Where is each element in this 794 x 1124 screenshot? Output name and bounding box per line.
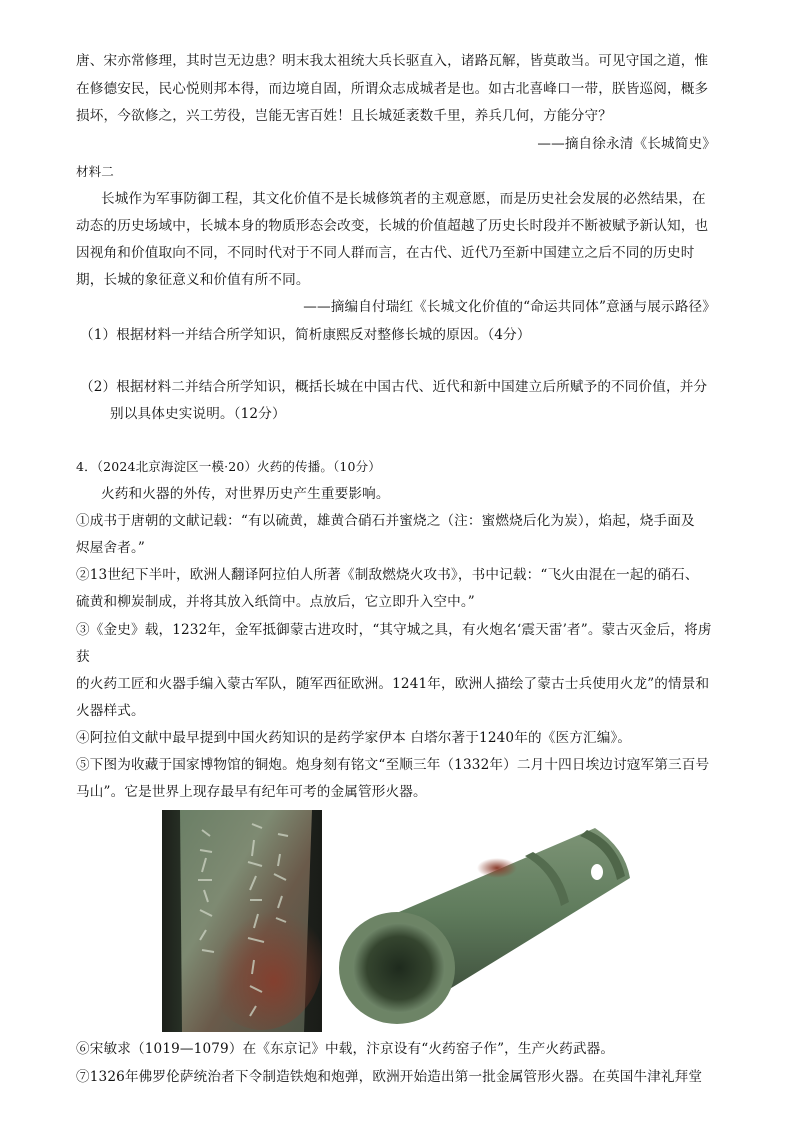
problem4-item: ④阿拉伯文献中最早提到中国火药知识的是药学家伊本 白塔尔著于1240年的《医方汇编》。 bbox=[76, 730, 632, 746]
material1-line: 唐、宋亦常修理，其时岂无边患？明末我太祖统大兵长驱直入，诸路瓦解，皆莫敢当。可见守国之道，惟 bbox=[76, 53, 709, 69]
material1-line: 在修德安民，民心悦则邦本得，而边境自固，所谓众志成城者是也。如古北喜峰口一带，朕皆巡阅，概多 bbox=[76, 81, 709, 97]
question-2-line2: 别以具体史实说明。（12分） bbox=[110, 406, 286, 422]
material2-line: 长城作为军事防御工程，其文化价值不是长城修筑者的主观意愿，而是历史社会发展的必然结果，在 bbox=[101, 191, 706, 207]
cannon-inscription-photo bbox=[162, 810, 322, 1032]
question-1: （1）根据材料一并结合所学知识，简析康熙反对整修长城的原因。（4分） bbox=[80, 327, 531, 343]
problem4-item: ③《金史》载，1232年，金军抵御蒙古进攻时，“其守城之具，有火炮名‘震天雷’者”。蒙古灭金后，将虏 bbox=[76, 622, 712, 638]
problem4-item: ⑤下图为收藏于国家博物馆的铜炮。炮身刻有铭文“至顺三年（1332年）二月十四日埃边讨寇军第三百号 bbox=[76, 757, 710, 773]
question-2-line1: （2）根据材料二并结合所学知识，概括长城在中国古代、近代和新中国建立后所赋予的不同价值，并分 bbox=[80, 379, 708, 395]
problem4-item: ①成书于唐朝的文献记载：“有以硫黄，雄黄合硝石并蜜烧之（注：蜜燃烧后化为炭），焰起，烧手面及 bbox=[76, 513, 695, 529]
material1-line: 损坏，今欲修之，兴工劳役，岂能无害百姓！且长城延袤数千里，养兵几何，方能分守？ bbox=[76, 108, 613, 124]
material2-line: 期，长城的象征意义和价值有所不同。 bbox=[76, 272, 310, 288]
bronze-cannon-photo bbox=[325, 808, 635, 1030]
material2-line: 动态的历史场域中，长城本身的物质形态会改变，长城的价值超越了历史长时段并不断被赋予新认知，也 bbox=[76, 218, 709, 234]
problem4-item: 的火药工匠和火器手编入蒙古军队，随军西征欧洲。1241年，欧洲人描绘了蒙古士兵使用火龙”的情景和 bbox=[76, 676, 710, 692]
problem4-item: ②13世纪下半叶，欧洲人翻译阿拉伯人所著《制敌燃烧火攻书》，书中记载：“飞火由混在一起的硝石、 bbox=[76, 567, 699, 583]
material2-line: 因视角和价值取向不同，不同时代对于不同人群而言，在古代、近代乃至新中国建立之后不同的历史时 bbox=[76, 245, 695, 261]
problem4-item: 烬屋舍者。” bbox=[76, 540, 146, 556]
problem4-item: 硫黄和柳炭制成，并将其放入纸筒中。点放后，它立即升入空中。” bbox=[76, 594, 475, 610]
problem4-item: ⑦1326年佛罗伦萨统治者下令制造铁炮和炮弹，欧洲开始造出第一批金属管形火器。在英国牛津礼拜堂 bbox=[76, 1069, 703, 1085]
problem4-item: ⑥宋敏求（1019—1079）在《东京记》中载，汴京设有“火药窑子作”，生产火药武器。 bbox=[76, 1041, 615, 1057]
problem4-item: 马山”。它是世界上现存最早有纪年可考的金属管形火器。 bbox=[76, 784, 427, 800]
problem4-item: 获 bbox=[76, 649, 90, 665]
material2-source: ——摘编自付瑞红《长城文化价值的“命运共同体”意涵与展示路径》 bbox=[303, 299, 716, 315]
material2-heading: 材料二 bbox=[76, 164, 114, 179]
problem4-item: 火器样式。 bbox=[76, 703, 145, 719]
problem4-title: 4．（2024北京海淀区一模·20）火药的传播。（10分） bbox=[76, 459, 381, 474]
problem4-intro: 火药和火器的外传，对世界历史产生重要影响。 bbox=[101, 486, 390, 502]
material1-source: ——摘自徐永清《长城简史》 bbox=[537, 136, 716, 152]
